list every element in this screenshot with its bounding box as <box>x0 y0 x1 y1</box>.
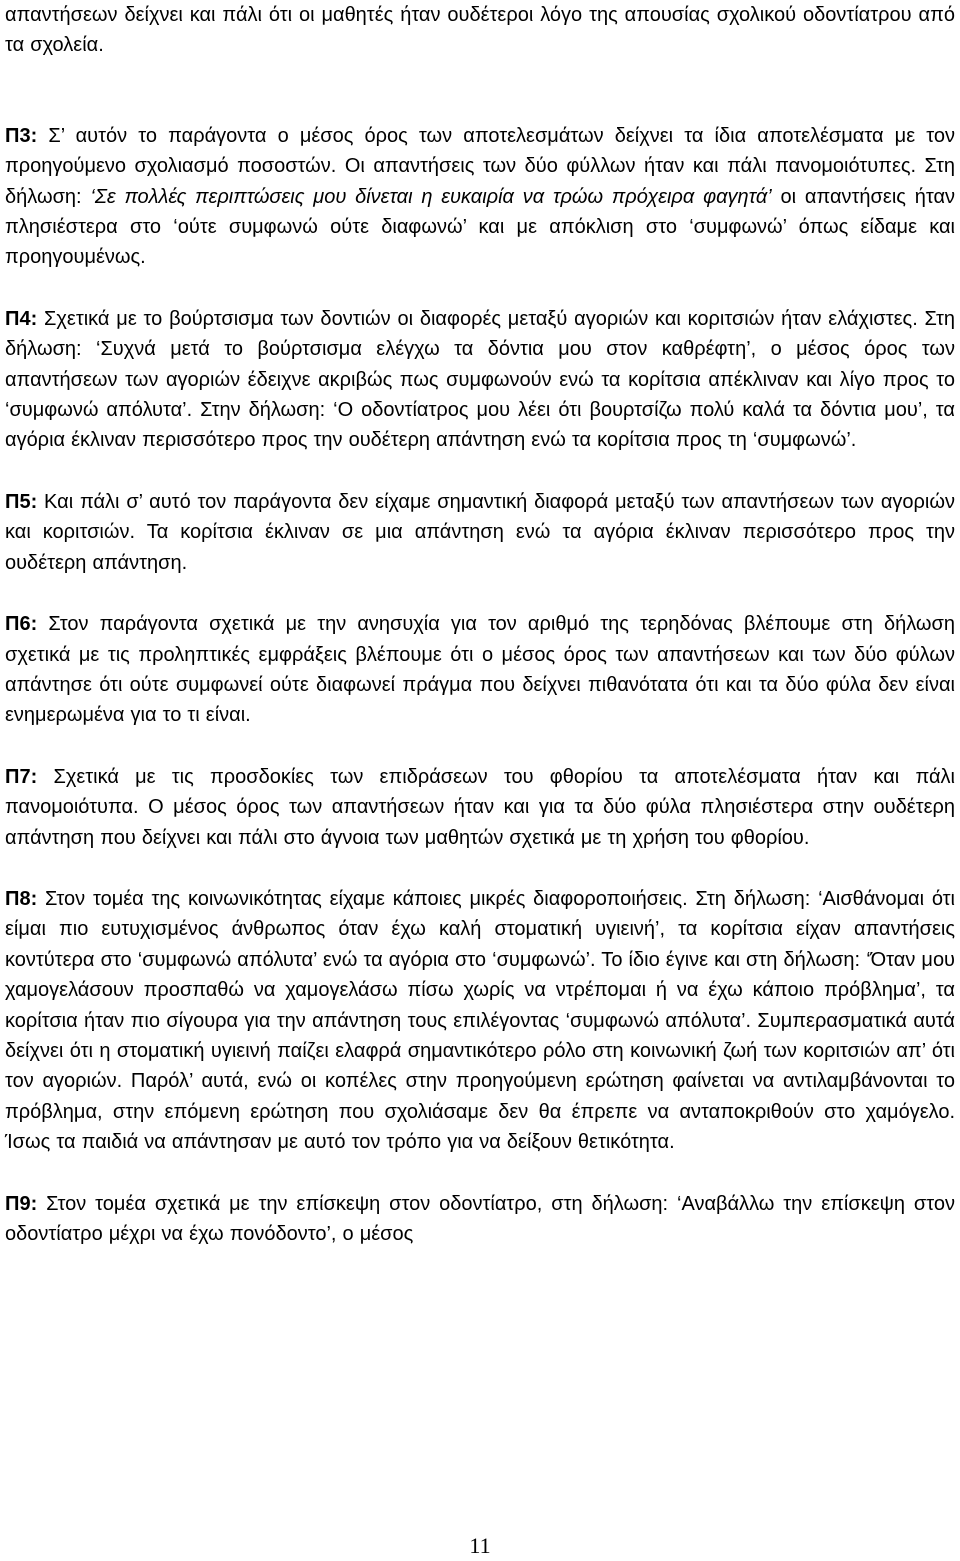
p8-text: Στον τομέα της κοινωνικότητας είχαμε κάποιες μικρές διαφοροποιήσεις. Στη δήλωση: ‘Αισθάνομαι ότι είμαι πιο ευτυχισμένος άνθρωπος όταν έχω καλή στοματική υγιεινή’, τα κορίτσια είχαν απαντήσεις κοντύτερα στο ‘συμφωνώ απόλυτα’ ενώ τα αγόρια στο ‘συμφωνώ’. Το ίδιο έγινε και στη δήλωση: ‘Όταν μου χαμογελάσουν προσπαθώ να χαμογελάσω πίσω χωρίς να ντρέπομαι ή να έχω κάποιο πρόβλημα’, τα κορίτσια ήταν πιο σίγουρα για την απάντηση τους επιλέγοντας ‘συμφωνώ απόλυτα’. Συμπερασματικά αυτά δείχνει ότι η στοματική υγιεινή παίζει ελαφρά σημαντικότερο ρόλο στη κοινωνική ζωή των κοριτσιών απ’ ότι τον αγοριών. Παρόλ’ αυτά, ενώ οι κοπέλες στην προηγούμενη ερώτηση φαίνεται να αντιλαμβάνονται το πρόβλημα, στην επόμενη ερώτηση που σχολιάσαμε δεν θα έπρεπε να ανταποκριθούν στο χαμόγελο. Ίσως τα παιδιά να απάντησαν με αυτό τον τρόπο για να δείξουν θετικότητα. <box>5 887 955 1154</box>
p4-label: Π4: <box>5 307 38 330</box>
p9-text: Στον τομέα σχετικά με την επίσκεψη στον οδοντίατρο, στη δήλωση: ‘Αναβάλλω την επίσκεψη στον οδοντίατρο μέχρι να έχω πονόδοντο’, ο μέσος <box>5 1192 955 1245</box>
intro-text: απαντήσεων δείχνει και πάλι ότι οι μαθητές ήταν ουδέτεροι λόγο της απουσίας σχολικού οδοντίατρου από τα σχολεία. <box>5 4 955 57</box>
page-number: 11 <box>469 1533 491 1558</box>
p6-label: Π6: <box>5 613 38 636</box>
p7-paragraph <box>5 762 955 853</box>
p4-paragraph <box>5 304 955 456</box>
p6-text: Στον παράγοντα σχετικά με την ανησυχία για τον αριθμό της τερηδόνας βλέπουμε στη δήλωση σχετικά με τις προληπτικές εμφράξεις βλέπουμε ότι ο μέσος όρος των απαντήσεων και των δύο φύλων απάντησε ότι ούτε συμφωνεί ούτε διαφωνεί πράγμα που δείχνει πιθανότατα ότι και τα δύο φύλα δεν είναι ενημερωμένα για το τι είναι. <box>5 613 955 727</box>
p4-text: Σχετικά με το βούρτσισμα των δοντιών οι διαφορές μεταξύ αγοριών και κοριτσιών ήταν ελάχιστες. Στη δήλωση: ‘Συχνά μετά το βούρτσισμα ελέγχω τα δόντια μου στον καθρέφτη’, ο μέσος όρος των απαντήσεων των αγοριών έδειχνε ακριβώς πως συμφωνούν ενώ τα κορίτσια απέκλιναν και λίγο προς το ‘συμφωνώ απόλυτα’. Στην δήλωση: ‘Ο οδοντίατρος μου λέει ότι βουρτσίζω πολύ καλά τα δόντια μου’, τα αγόρια έκλιναν περισσότερο προς την ουδέτερη απάντηση ενώ τα κορίτσια προς τη ‘συμφωνώ’. <box>5 307 955 452</box>
p3-italic-statement: ‘Σε πολλές περιπτώσεις μου δίνεται η ευκαιρία να τρώω πρόχειρα φαγητά’ <box>90 185 772 208</box>
p7-text: Σχετικά με τις προσδοκίες των επιδράσεων του φθορίου τα αποτελέσματα ήταν και πάλι πανομοιότυπα. Ο μέσος όρος των απαντήσεων ήταν και για τα δύο φύλα πλησιέστερα στην ουδέτερη απάντηση που δείχνει και πάλι στο άγνοια των μαθητών σχετικά με τη χρήση του φθορίου. <box>5 765 955 849</box>
p5-text: Και πάλι σ’ αυτό τον παράγοντα δεν είχαμε σημαντική διαφορά μεταξύ των απαντήσεων των αγοριών και κοριτσιών. Τα κορίτσια έκλιναν σε μια απάντηση ενώ τα αγόρια έκλιναν περισσότερο προς την ουδέτερη απάντηση. <box>5 490 955 574</box>
p8-paragraph <box>5 884 955 1158</box>
p6-paragraph <box>5 609 955 731</box>
p7-label: Π7: <box>5 765 38 788</box>
p5-label: Π5: <box>5 490 38 513</box>
p3-text-a: Σ’ αυτόν το παράγοντα ο μέσος όρος των αποτελεσμάτων δείχνει τα ίδια αποτελέσματα με τον προηγούμενο σχολιασμό ποσοστών. Οι απαντήσεις των δύο φύλλων ήταν και πάλι πανομοιότυπες. Στη δήλωση: <box>5 124 955 208</box>
p9-label: Π9: <box>5 1192 38 1215</box>
p3-text-b: οι απαντήσεις ήταν πλησιέστερα στο ‘ούτε συμφωνώ ούτε διαφωνώ’ και με απόκλιση στο ‘συμφωνώ’ όπως είδαμε και προηγουμένως. <box>5 185 956 269</box>
p3-label: Π3: <box>5 124 38 147</box>
p9-paragraph <box>5 1189 955 1250</box>
p3-paragraph <box>5 121 955 273</box>
intro-paragraph <box>5 0 955 61</box>
p8-label: Π8: <box>5 887 38 910</box>
document-page <box>5 0 955 1249</box>
p5-paragraph <box>5 487 955 578</box>
